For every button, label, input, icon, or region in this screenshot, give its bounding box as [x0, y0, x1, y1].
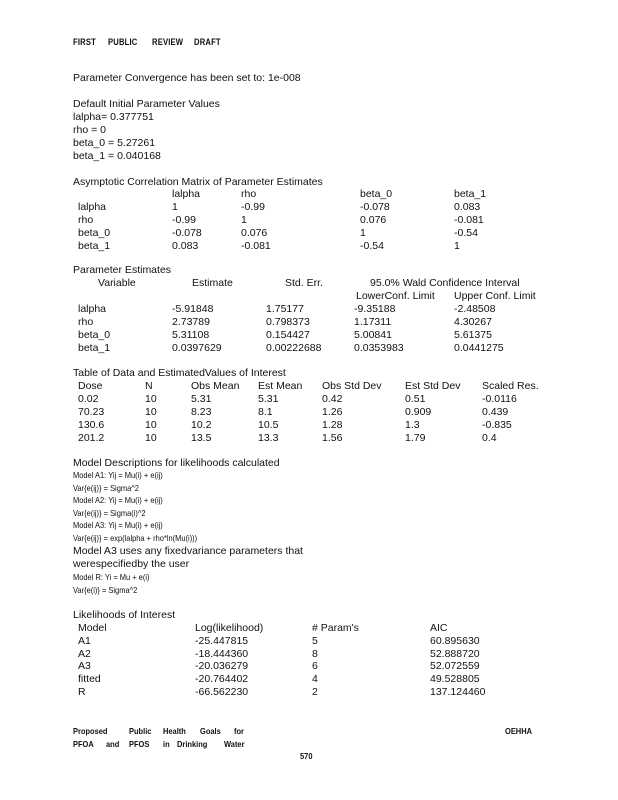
data-cell: 10.5 — [258, 419, 279, 431]
est-cell: 1.17311 — [354, 316, 392, 328]
est-cell: 5.00841 — [354, 329, 392, 341]
lik-cell: -66.562230 — [195, 686, 249, 698]
page-number: 570 — [300, 751, 313, 761]
lik-cell: fitted — [78, 673, 101, 685]
data-header-obs-sd: Obs Std Dev — [322, 380, 382, 392]
data-cell: 8.1 — [258, 406, 273, 418]
data-header-n: N — [145, 380, 153, 392]
models-title: Model Descriptions for likelihoods calculated — [73, 457, 280, 469]
est-cell: 0.154427 — [266, 329, 310, 341]
data-cell: 1.56 — [322, 432, 343, 444]
footer-word: in — [163, 739, 170, 749]
data-cell: 0.439 — [482, 406, 509, 418]
corr-cell: 1 — [241, 214, 247, 226]
header-word-review: REVIEW — [152, 37, 184, 47]
lik-cell: A1 — [78, 635, 91, 647]
lik-cell: 5 — [312, 635, 318, 647]
data-header-obs-mean: Obs Mean — [191, 380, 240, 392]
corr-cell: -0.081 — [454, 214, 484, 226]
footer-word: Public — [129, 726, 152, 736]
lik-cell: 4 — [312, 673, 318, 685]
default-beta1: beta_1 = 0.040168 — [73, 150, 161, 162]
estimates-title: Parameter Estimates — [73, 264, 172, 276]
corr-row-label: lalpha — [78, 201, 107, 213]
lik-cell: 60.895630 — [430, 635, 480, 647]
footer-word: Water — [224, 739, 245, 749]
est-header-stderr: Std. Err. — [285, 277, 323, 289]
corr-header-beta1: beta_1 — [454, 188, 487, 200]
footer-word: PFOA — [73, 739, 94, 749]
model-r-line: Model R: Yi = Mu + e(i) — [73, 572, 150, 582]
header-word-public: PUBLIC — [108, 37, 138, 47]
est-header-lower: LowerConf. Limit — [356, 290, 435, 302]
corr-cell: -0.54 — [360, 240, 384, 252]
footer-word: Drinking — [177, 739, 208, 749]
data-cell: 8.23 — [191, 406, 212, 418]
header-word-first: FIRST — [73, 37, 96, 47]
data-cell: 13.5 — [191, 432, 212, 444]
defaults-title: Default Initial Parameter Values — [73, 98, 220, 110]
data-cell: 5.31 — [258, 393, 279, 405]
data-header-est-mean: Est Mean — [258, 380, 303, 392]
corr-cell: 0.076 — [241, 227, 268, 239]
model-a3-note-2: werespecifiedby the user — [73, 558, 190, 570]
header-word-draft: DRAFT — [194, 37, 221, 47]
lik-cell: -20.764402 — [195, 673, 249, 685]
corr-row-label: beta_1 — [78, 240, 111, 252]
corr-cell: -0.081 — [241, 240, 271, 252]
lik-cell: 52.888720 — [430, 648, 480, 660]
est-cell: 2.73789 — [172, 316, 210, 328]
footer-word: Goals — [200, 726, 221, 736]
lik-cell: 49.528805 — [430, 673, 480, 685]
est-header-upper: Upper Conf. Limit — [454, 290, 536, 302]
corr-row-label: rho — [78, 214, 94, 226]
lik-header-model: Model — [78, 622, 107, 634]
corr-header-rho: rho — [241, 188, 257, 200]
est-cell: -9.35188 — [354, 303, 396, 315]
model-a1-var-line: Var{e(ij)} = Sigma^2 — [73, 483, 139, 493]
footer-word: and — [106, 739, 120, 749]
est-cell: 5.31108 — [172, 329, 210, 341]
est-cell: 5.61375 — [454, 329, 492, 341]
data-cell: 0.02 — [78, 393, 99, 405]
lik-cell: A3 — [78, 660, 91, 672]
lik-cell: 8 — [312, 648, 318, 660]
est-cell: 0.0441275 — [454, 342, 504, 354]
model-a3-line: Model A3: Yij = Mu(i) + e(ij) — [73, 520, 163, 530]
est-cell: 0.798373 — [266, 316, 310, 328]
lik-header-params: # Param's — [312, 622, 359, 634]
data-cell: 0.51 — [405, 393, 426, 405]
corr-cell: 1 — [360, 227, 366, 239]
lik-cell: -25.447815 — [195, 635, 249, 647]
model-a3-var-line: Var{e(ij)} = exp(lalpha + rho*ln(Mu(i))) — [73, 533, 198, 543]
est-cell: 0.0353983 — [354, 342, 404, 354]
est-cell: 0.0397629 — [172, 342, 222, 354]
corr-cell: 0.083 — [454, 201, 481, 213]
lik-cell: 6 — [312, 660, 318, 672]
data-cell: -0.835 — [482, 419, 512, 431]
data-cell: 70.23 — [78, 406, 105, 418]
corr-cell: -0.078 — [360, 201, 390, 213]
lik-cell: -20.036279 — [195, 660, 249, 672]
data-cell: 5.31 — [191, 393, 212, 405]
model-a2-var-line: Var{e(ij)} = Sigma(i)^2 — [73, 508, 146, 518]
data-cell: 0.4 — [482, 432, 497, 444]
est-header-ci: 95.0% Wald Confidence Interval — [370, 277, 520, 289]
est-cell: -2.48508 — [454, 303, 496, 315]
data-cell: 10 — [145, 419, 157, 431]
model-a3-note: Model A3 uses any fixedvariance parameters that — [73, 545, 303, 557]
corr-header-lalpha: lalpha — [172, 188, 201, 200]
data-cell: 1.79 — [405, 432, 426, 444]
est-row-label: beta_0 — [78, 329, 111, 341]
data-cell: -0.0116 — [482, 393, 517, 405]
footer-word: Health — [163, 726, 186, 736]
lik-cell: 137.124460 — [430, 686, 486, 698]
est-cell: -5.91848 — [172, 303, 214, 315]
corr-cell: -0.99 — [172, 214, 196, 226]
est-row-label: beta_1 — [78, 342, 111, 354]
data-cell: 10 — [145, 393, 157, 405]
corr-title: Asymptotic Correlation Matrix of Parameter Estimates — [73, 176, 323, 188]
est-row-label: rho — [78, 316, 94, 328]
data-header-scaled-res: Scaled Res. — [482, 380, 539, 392]
data-cell: 0.42 — [322, 393, 343, 405]
model-a1-line: Model A1: Yij = Mu(i) + e(ij) — [73, 470, 163, 480]
corr-header-beta0: beta_0 — [360, 188, 393, 200]
data-cell: 1.26 — [322, 406, 343, 418]
lik-header-loglik: Log(likelihood) — [195, 622, 264, 634]
lik-cell: 52.072559 — [430, 660, 480, 672]
corr-row-label: beta_0 — [78, 227, 111, 239]
est-cell: 1.75177 — [266, 303, 304, 315]
corr-cell: -0.99 — [241, 201, 265, 213]
data-cell: 0.909 — [405, 406, 432, 418]
data-cell: 10 — [145, 432, 157, 444]
footer-word: Proposed — [73, 726, 108, 736]
data-cell: 10.2 — [191, 419, 212, 431]
lik-cell: A2 — [78, 648, 91, 660]
data-cell: 10 — [145, 406, 157, 418]
corr-cell: 1 — [454, 240, 460, 252]
corr-cell: 0.076 — [360, 214, 387, 226]
default-beta0: beta_0 = 5.27261 — [73, 137, 156, 149]
data-cell: 130.6 — [78, 419, 105, 431]
corr-cell: -0.078 — [172, 227, 202, 239]
lik-cell: -18.444360 — [195, 648, 249, 660]
footer-word: for — [234, 726, 244, 736]
lik-cell: R — [78, 686, 86, 698]
data-cell: 1.3 — [405, 419, 420, 431]
data-cell: 201.2 — [78, 432, 105, 444]
data-header-dose: Dose — [78, 380, 103, 392]
model-r-var-line: Var{e(i)} = Sigma^2 — [73, 585, 138, 595]
data-table-title: Table of Data and EstimatedValues of Interest — [73, 367, 286, 379]
est-header-variable: Variable — [98, 277, 136, 289]
lik-cell: 2 — [312, 686, 318, 698]
est-header-estimate: Estimate — [192, 277, 233, 289]
default-rho: rho = 0 — [73, 124, 106, 136]
corr-cell: 0.083 — [172, 240, 199, 252]
default-lalpha: lalpha= 0.377751 — [73, 111, 154, 123]
data-cell: 13.3 — [258, 432, 279, 444]
model-a2-line: Model A2: Yij = Mu(i) + e(ij) — [73, 495, 163, 505]
footer-word: PFOS — [129, 739, 150, 749]
est-row-label: lalpha — [78, 303, 107, 315]
corr-cell: -0.54 — [454, 227, 478, 239]
est-cell: 0.00222688 — [266, 342, 322, 354]
est-cell: 4.30267 — [454, 316, 492, 328]
data-header-est-sd: Est Std Dev — [405, 380, 461, 392]
data-cell: 1.28 — [322, 419, 343, 431]
footer-agency: OEHHA — [505, 726, 533, 736]
convergence-line: Parameter Convergence has been set to: 1e-008 — [73, 72, 301, 84]
lik-header-aic: AIC — [430, 622, 448, 634]
likelihoods-title: Likelihoods of Interest — [73, 609, 176, 621]
corr-cell: 1 — [172, 201, 178, 213]
